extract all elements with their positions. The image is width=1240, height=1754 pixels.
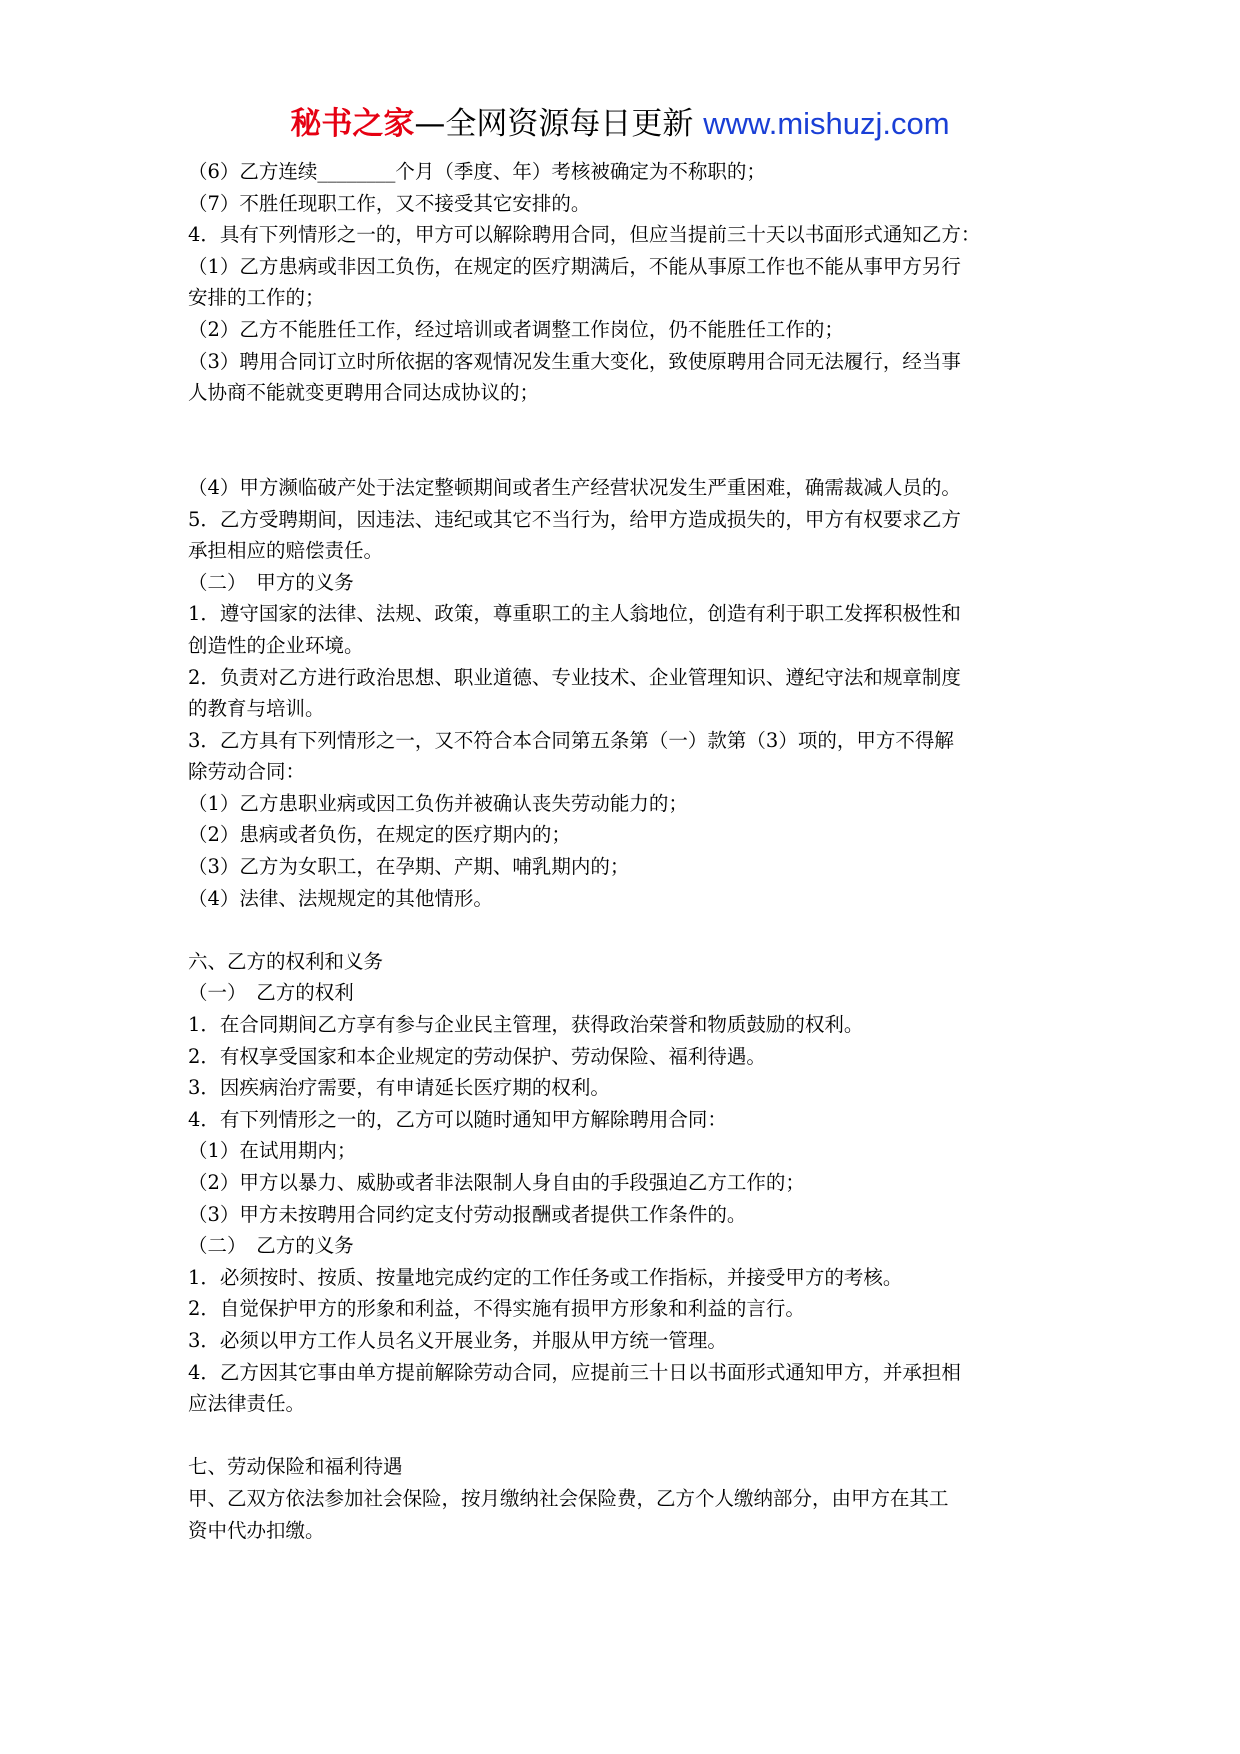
text-line: 1．遵守国家的法律、法规、政策，尊重职工的主人翁地位，创造有利于职工发挥积极性和: [188, 602, 961, 626]
text-line: 1．必须按时、按质、按量地完成约定的工作任务或工作指标，并接受甲方的考核。: [188, 1265, 903, 1289]
text-line: （2）患病或者负伤，在规定的医疗期内的；: [188, 823, 571, 847]
text-line: 创造性的企业环境。: [188, 633, 364, 657]
text-line: 3．因疾病治疗需要，有申请延长医疗期的权利。: [188, 1076, 610, 1100]
text-line: 六、乙方的权利和义务: [188, 949, 384, 973]
text-line: （3）甲方未按聘用合同约定支付劳动报酬或者提供工作条件的。: [188, 1202, 747, 1226]
text-line: （4）法律、法规规定的其他情形。: [188, 886, 493, 910]
text-line: 1．在合同期间乙方享有参与企业民主管理，获得政治荣誉和物质鼓励的权利。: [188, 1013, 864, 1037]
text-line: 除劳动合同：: [188, 760, 306, 784]
header-brand: 秘书之家: [290, 106, 415, 142]
header-url-link[interactable]: www.mishuzj.com: [703, 106, 950, 141]
page-header: [0, 104, 1240, 144]
text-line: 4．有下列情形之一的，乙方可以随时通知甲方解除聘用合同：: [188, 1107, 727, 1131]
text-line: 应法律责任。: [188, 1392, 306, 1416]
text-line: （3）乙方为女职工，在孕期、产期、哺乳期内的；: [188, 855, 630, 879]
text-line: （1）乙方患职业病或因工负伤并被确认丧失劳动能力的；: [188, 791, 688, 815]
text-line: （6）乙方连续________个月（季度、年）考核被确定为不称职的；: [188, 160, 766, 183]
text-line: 人协商不能就变更聘用合同达成协议的；: [188, 381, 540, 405]
text-line: （1）在试用期内；: [188, 1139, 357, 1163]
text-line: 承担相应的赔偿责任。: [188, 539, 384, 563]
text-line: （4）甲方濒临破产处于法定整顿期间或者生产经营状况发生严重困难，确需裁减人员的。: [188, 475, 961, 499]
text-line: （3）聘用合同订立时所依据的客观情况发生重大变化，致使原聘用合同无法履行，经当事: [188, 349, 961, 373]
header-slogan: —全网资源每日更新: [414, 106, 704, 142]
text-line: 安排的工作的；: [188, 286, 325, 310]
text-line: 4．乙方因其它事由单方提前解除劳动合同，应提前三十日以书面形式通知甲方，并承担相: [188, 1360, 961, 1384]
text-line: 甲、乙双方依法参加社会保险，按月缴纳社会保险费，乙方个人缴纳部分，由甲方在其工: [188, 1486, 949, 1510]
text-line: 3．必须以甲方工作人员名义开展业务，并服从甲方统一管理。: [188, 1328, 727, 1352]
text-line: 资中代办扣缴。: [188, 1518, 325, 1542]
blank-line: [188, 440, 1058, 472]
text-line: 5．乙方受聘期间，因违法、违纪或其它不当行为，给甲方造成损失的，甲方有权要求乙方: [188, 507, 961, 531]
blank-line: [188, 409, 1058, 441]
text-line: （一） 乙方的权利: [188, 981, 354, 1005]
text-line: 2．有权享受国家和本企业规定的劳动保护、劳动保险、福利待遇。: [188, 1044, 766, 1068]
text-line: （二） 乙方的义务: [188, 1234, 354, 1258]
blank-line: [188, 914, 1058, 946]
text-line: 3．乙方具有下列情形之一，又不符合本合同第五条第（一）款第（3）项的，甲方不得解: [188, 728, 954, 752]
text-line: （7）不胜任现职工作，又不接受其它安排的。: [188, 191, 591, 215]
text-line: （2）乙方不能胜任工作，经过培训或者调整工作岗位，仍不能胜任工作的；: [188, 317, 844, 341]
text-line: （2）甲方以暴力、威胁或者非法限制人身自由的手段强迫乙方工作的；: [188, 1171, 805, 1194]
text-line: （1）乙方患病或非因工负伤，在规定的医疗期满后，不能从事原工作也不能从事甲方另行: [188, 254, 961, 278]
document-body: [188, 156, 1058, 1546]
text-line: 2．负责对乙方进行政治思想、职业道德、专业技术、企业管理知识、遵纪守法和规章制度: [188, 665, 961, 689]
blank-line: [188, 1420, 1058, 1452]
text-line: 2．自觉保护甲方的形象和利益，不得实施有损甲方形象和利益的言行。: [188, 1297, 805, 1321]
text-line: 七、劳动保险和福利待遇: [188, 1455, 403, 1479]
text-line: 4．具有下列情形之一的，甲方可以解除聘用合同，但应当提前三十天以书面形式通知乙方：: [188, 223, 981, 247]
text-line: （二） 甲方的义务: [188, 570, 354, 594]
text-line: 的教育与培训。: [188, 697, 325, 721]
